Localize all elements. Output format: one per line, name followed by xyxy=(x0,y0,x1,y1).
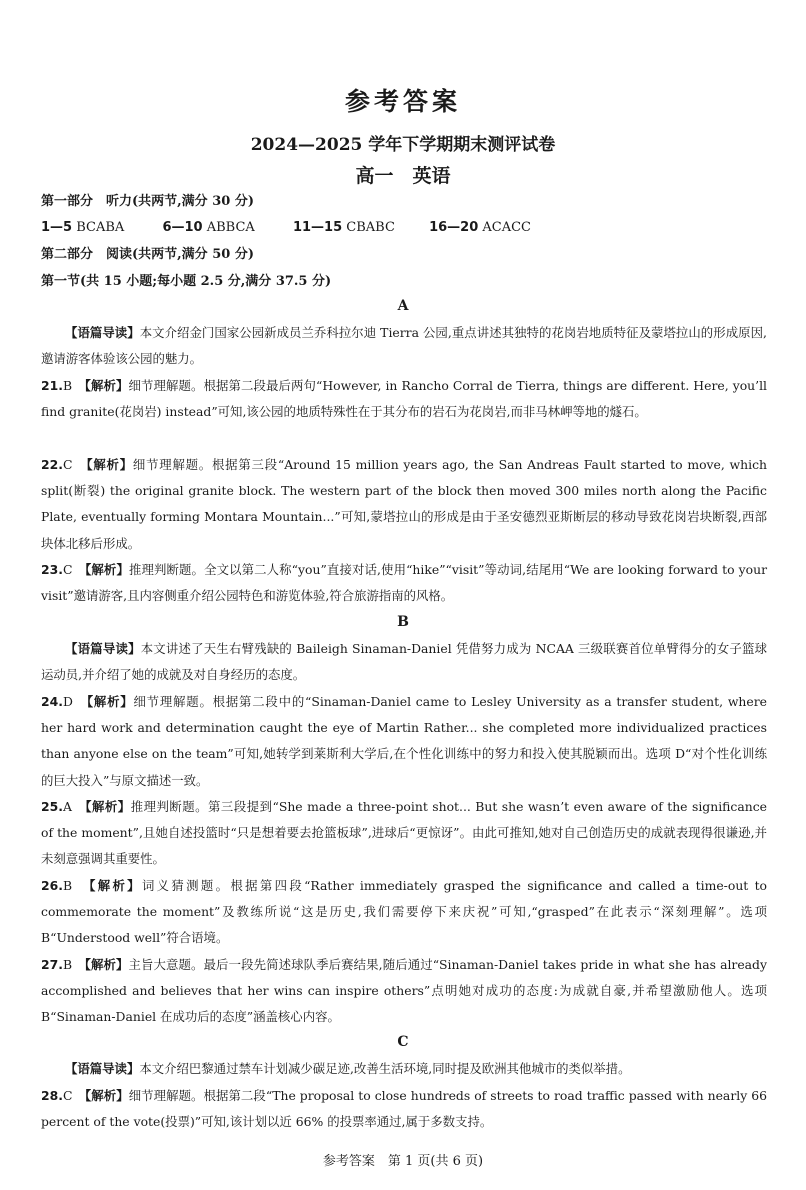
question-number: 21. xyxy=(41,378,63,393)
answer-range: 16—20 xyxy=(429,220,479,235)
answer-keys: CBABC xyxy=(346,220,395,235)
question-answer: C xyxy=(62,457,73,472)
question-explanation xyxy=(41,952,767,1031)
question-answer: D xyxy=(62,694,73,709)
part2-heading: 第二部分 阅读(共两节,满分 50 分) xyxy=(41,247,254,262)
question-answer: B xyxy=(62,878,73,893)
question-number: 25. xyxy=(41,799,63,814)
analysis-text: 主旨大意题。最后一段先简述球队季后赛结果,随后通过“Sinaman-Daniel takes pride in what she has already accomplished and believes that her wins can inspire others”点明她对成功的态度:为成就自豪,并希望激励他人。选项 B“Sinaman-Daniel 在成功后的态度”涵盖核心内容。 xyxy=(41,957,767,1025)
question-number: 26. xyxy=(41,878,63,893)
answer-keys: ACACC xyxy=(482,220,532,235)
guide-text: 本文讲述了天生右臂残缺的 Baileigh Sinaman-Daniel 凭借努力成为 NCAA 三级联赛首位单臂得分的女子篮球运动员,并介绍了她的成就及对自身经历的态度。 xyxy=(41,641,768,683)
analysis-text: 细节理解题。根据第二段最后两句“However, in Rancho Corral de Tierra, things are different. Here, you’ll find granite(花岗岩) instead”可知,该公园的地质特殊性在于其分布的岩石为花岗岩,而非马林岬等地的燧石。 xyxy=(41,378,767,420)
question-number: 24. xyxy=(41,694,63,709)
analysis-text: 细节理解题。根据第二段“The proposal to close hundreds of streets to road traffic passed with nearly 66 percent of the vote(投票)”可知,该计划以近 66% 的投票率通过,属于多数支持。 xyxy=(41,1088,767,1130)
analysis-text: 细节理解题。根据第二段中的“Sinaman-Daniel came to Lesley University as a transfer student, where her hard work and determination caught the eye of Martin Rather... she completed more individualized practices than anyone else on the team”可知,她转学到莱斯利大学后,在个性化训练中的努力和投入使其脱颖而出。选项 D“对个性化训练的巨大投入”与原文描述一致。 xyxy=(41,694,767,788)
exam-title: 2024—2025 学年下学期期末测评试卷 xyxy=(250,135,556,155)
guide-tag: 【语篇导读】 xyxy=(65,641,141,656)
analysis-text: 细节理解题。根据第三段“Around 15 million years ago, the San Andreas Fault started to move, which split(断裂) the original granite block. The western part of the block then moved 300 miles north along the Pacific Plate, eventually forming Montara Mountain...”可知,蒙塔拉山的形成是由于圣安德烈亚斯断层的移动导致花岗岩块断裂,西部块体北移后形成。 xyxy=(41,457,767,551)
question-number: 27. xyxy=(41,957,63,972)
analysis-text: 词义猜测题。根据第四段“Rather immediately grasped the significance and called a time-out to commemorate the moment”及教练所说“这是历史,我们需要停下来庆祝”可知,“grasped”在此表示“深刻理解”。选项 B“Understood well”符合语境。 xyxy=(41,878,768,946)
guide-text: 本文介绍金门国家公园新成员兰乔科拉尔迪 Tierra 公园,重点讲述其独特的花岗岩地质特征及蒙塔拉山的形成原因,邀请游客体验该公园的魅力。 xyxy=(41,325,767,367)
passage-letter: B xyxy=(397,614,409,630)
listening-answers xyxy=(41,218,531,238)
guide-text: 本文介绍巴黎通过禁车计划减少碳足迹,改善生活环境,同时提及欧洲其他城市的类似举措。 xyxy=(139,1061,631,1076)
guide-tag: 【语篇导读】 xyxy=(65,325,140,340)
analysis-tag: 【解析】 xyxy=(89,878,142,893)
question-explanation xyxy=(41,689,767,794)
part1-heading: 第一部分 听力(共两节,满分 30 分) xyxy=(41,194,254,209)
question-number: 22. xyxy=(41,457,63,472)
question-answer: B xyxy=(62,957,73,972)
question-explanation xyxy=(41,557,767,609)
question-explanation xyxy=(41,1083,767,1135)
passage-guide xyxy=(41,1056,767,1082)
answer-range: 6—10 xyxy=(162,220,203,235)
question-answer: A xyxy=(62,799,72,814)
analysis-tag: 【解析】 xyxy=(86,457,133,472)
page-title: 参考答案 xyxy=(344,87,461,116)
analysis-tag: 【解析】 xyxy=(85,562,129,577)
analysis-text: 推理判断题。全文以第二人称“you”直接对话,使用“hike”“visit”等动词,结尾用“We are looking forward to your visit”邀请游客,且内容侧重介绍公园特色和游览体验,符合旅游指南的风格。 xyxy=(41,562,768,604)
subject-title: 高一 英语 xyxy=(355,165,451,187)
question-answer: B xyxy=(62,378,73,393)
question-explanation xyxy=(41,794,767,873)
passage-guide xyxy=(41,320,767,372)
section1-heading: 第一节(共 15 小题;每小题 2.5 分,满分 37.5 分) xyxy=(41,274,332,289)
question-explanation xyxy=(41,373,767,425)
passage-guide xyxy=(41,636,767,688)
answer-range: 11—15 xyxy=(292,220,343,235)
analysis-tag: 【解析】 xyxy=(84,957,129,972)
question-answer: C xyxy=(62,562,73,577)
passage-letter: C xyxy=(397,1034,409,1050)
question-explanation xyxy=(41,452,767,557)
analysis-tag: 【解析】 xyxy=(86,694,134,709)
question-answer: C xyxy=(62,1088,73,1103)
question-number: 23. xyxy=(41,562,63,577)
answer-keys: ABBCA xyxy=(206,220,255,235)
analysis-text: 推理判断题。第三段提到“She made a three-point shot... But she wasn’t even aware of the significance of the moment”,且她自述投篮时“只是想着要去抢篮板球”,进球后“更惊讶”。由此可推知,她对自己创造历史的成就表现得很谦逊,并未刻意强调其重要性。 xyxy=(41,799,767,867)
guide-tag: 【语篇导读】 xyxy=(65,1061,140,1076)
analysis-tag: 【解析】 xyxy=(85,1088,129,1103)
passage-letter: A xyxy=(397,298,409,314)
page-footer: 参考答案 第 1 页(共 6 页) xyxy=(322,1154,484,1169)
analysis-tag: 【解析】 xyxy=(84,378,129,393)
answer-keys: BCABA xyxy=(76,220,125,235)
answer-range: 1—5 xyxy=(41,220,73,235)
question-number: 28. xyxy=(41,1088,63,1103)
question-explanation xyxy=(41,873,767,952)
analysis-tag: 【解析】 xyxy=(85,799,131,814)
